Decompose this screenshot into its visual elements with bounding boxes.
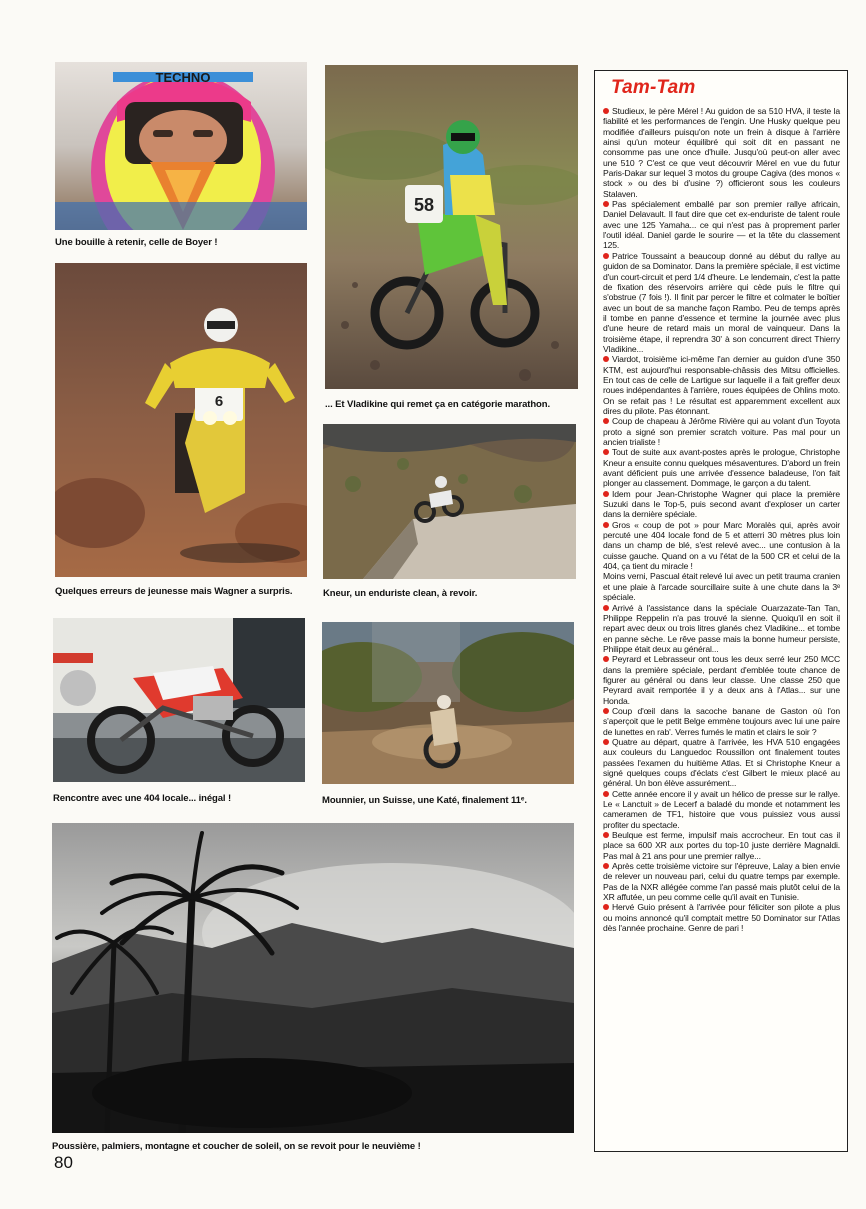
tam-tam-item [603,830,840,861]
tam-tam-item [603,603,840,655]
tam-tam-sidebar [594,70,848,1152]
helmet-brand-text: TECHNO [155,70,211,85]
bullet-icon [603,832,609,838]
photo-boyer-helmet [55,62,307,230]
bullet-icon [603,791,609,797]
caption-wagner: Quelques erreurs de jeunesse mais Wagner a surpris. [55,586,293,597]
tam-tam-item-text: Hervé Guio présent à l'arrivée pour féliciter son pilote a plus ou moins annoncé qu'il comptait mettre 50 Dominator sur l'Atlas dès l'année prochaine. Genre de pari ! [603,902,840,934]
sidebar-items [603,106,840,934]
bullet-icon [603,108,609,114]
tam-tam-item-text: Pas spécialement emballé par son premier rallye africain, Daniel Delavault. Il faut dire que cet ex-enduriste de talent roule avec une 125 Yamaha... ce qui n'est pas à proprement parler l'outil idéal. Daniel garde le sourire — et la tête du classement 125. [603,199,840,251]
page-number: 80 [54,1153,73,1172]
photo-sunset-palms [52,823,574,1133]
caption-kneur: Kneur, un enduriste clean, à revoir. [323,588,478,599]
tam-tam-item-text: Peyrard et Lebrasseur ont tous les deux serré leur 250 MCC dans la première spéciale, perdant d'emblée toute chance de figurer au général ou dans leur classe. Une classe 250 que Peyrard avait remportée il y a deux ans à l'Atlas... sur une Honda. [603,654,840,706]
tam-tam-item [603,251,840,354]
tam-tam-item [603,706,840,737]
caption-vladikine: ... Et Vladikine qui remet ça en catégorie marathon. [325,399,550,410]
tam-tam-item [603,199,840,251]
tam-tam-item-text: Quatre au départ, quatre à l'arrivée, les HVA 510 engagées aux couleurs du Languedoc Roussillon ont finalement toutes passées l'examen du huitième Atlas. Et si Christophe Kneur a signé quelques coups d'éclats c'est Gilbert le mieux placé au général. Un bon élève assurément... [603,736,840,789]
bullet-icon [603,449,609,455]
caption-boyer: Une bouille à retenir, celle de Boyer ! [55,237,218,248]
tam-tam-item-text: Studieux, le père Mérel ! Au guidon de sa 510 HVA, il teste la fiabilité et les performances de l'engin. Une Husky quelque peu modifiée d'ailleurs puisqu'on note un frein à disque à l'arrière ainsi qu'un moteur équilibré qui soit dit en passant ne consomme pas une once d'huile. Jusqu'où peut-on aller avec une 510 ? C'est ce que veut découvrir Mérel en vue du futur Paris-Dakar sur lequel 3 motos du groupe Cagiva (des monos « stock » ou des bi d'usine ?) officieront sous les couleurs Stalaven. [603,106,840,199]
tam-tam-item [603,789,840,830]
tam-tam-item [603,520,840,603]
bullet-icon [603,201,609,207]
tam-tam-item-text: Patrice Toussaint a beaucoup donné au début du rallye au guidon de sa Dominator. Dans la première spéciale, il est victime d'un court-circuit et perd 1/4 d'heure. Le lendemain, c'est la patte de fixation des réservoirs arrière qui cède puis le filtre qui s'obstrue (7 fois !). Il finit par percer le filtre et colmater le boîtier avec un bout de sa manche façon Rambo. Peu de temps après il tombe en panne d'essence et termine la journée avec plus d'une heure de retard mais un moral de vainqueur. Dans la troisième étape, il reprendra 30' à son concurrent direct Thierry Vladikine... [603,250,840,354]
bike-number-58: 58 [413,195,435,215]
photo-mounnier [322,622,574,784]
tam-tam-item [603,902,840,933]
tam-tam-item-text: Coup d'œil dans la sacoche banane de Gaston où l'on s'aperçoit que le petit Belge emmène toujours avec lui une paire de lunettes en rab'. Verres fumés le matin et clairs le soir ? [603,705,840,737]
bullet-icon [603,863,609,869]
tam-tam-item-text: Après cette troisième victoire sur l'épreuve, Lalay a bien envie de relever un nouveau pari, celui du quatre temps par exemple. Pas de la NXR allégée comme l'an passé mais plutôt celui de la XR affutée, un peu comme celle qu'il avait en Tunisie. [603,861,840,903]
tam-tam-item [603,447,840,488]
tam-tam-item-text: Coup de chapeau à Jérôme Rivière qui au volant d'un Toyota proto a signé son premier scratch voiture. Pas mal pour un ancien trialiste ! [603,416,840,447]
bullet-icon [603,605,609,611]
tam-tam-item-text: Cette année encore il y avait un hélico de presse sur le rallye. Le « Lanctuit » de Lecerf a baladé du monde et notamment les cameramen de TF1, histoire que vous puissiez vous aussi profiter du spectacle. [603,788,840,830]
photo-wagner [55,263,307,577]
caption-rencontre: Rencontre avec une 404 locale... inégal ! [53,793,232,804]
tam-tam-item [603,861,840,902]
bullet-icon [603,656,609,662]
tam-tam-item-text: Viardot, troisième ici-même l'an dernier au guidon d'une 350 KTM, est aujourd'hui responsable-châssis des Mitsu officielles. En tout cas de celle de Lartigue sur laquelle il a fait greffer deux roues indépendantes à l'arrière, roues équipées de Ohlins moto. On se refait pas ! Le résultat est apparemment excellent aux dires du pilote. Pas étonnant. [603,354,840,416]
caption-mounnier: Mounnier, un Suisse, une Katé, finalement 11ᵉ. [322,795,527,806]
bullet-icon [603,418,609,424]
tam-tam-item-text: Gros « coup de pot » pour Marc Moralès qui, après avoir percuté une 404 locale fond de 5 et atterri 30 mètres plus loin dans un champ de blé, s'est relevé avec... une contusion à la cuisse gauche. Quand on a vu l'état de la 500 CR et celui de la 404, ça tient du miracle ! Moins verni, Pascual était relevé lui avec un petit trauma cranien et une plaie à l'arcade sourcillaire suite à une chute dans la 3ᵉ spéciale. [603,519,840,603]
bullet-icon [603,253,609,259]
tam-tam-item-text: Arrivé à l'assistance dans la spéciale Ouarzazate-Tan Tan, Philippe Reppelin n'a pas trouvé la sienne. Quoiqu'il en soit il repart avec deux ou trois litres glanés chez Vladikine... et tombe en panne sèche. Le rêve passe mais la bonne humeur persiste, Philippe était deux au général... [603,602,840,654]
tam-tam-item [603,489,840,520]
photo-kneur [323,424,576,579]
tam-tam-item-text: Beulque est ferme, impulsif mais accrocheur. En tout cas il place sa 600 XR aux portes du top-10 juste derrière Magnaldi. Pas mal à 21 ans pour une premier rallye... [603,830,840,861]
tam-tam-item [603,416,840,447]
photo-rencontre-404 [53,618,305,782]
caption-sunset: Poussière, palmiers, montagne et coucher de soleil, on se revoit pour le neuvième ! [52,1141,421,1152]
bullet-icon [603,356,609,362]
tam-tam-item [603,354,840,416]
tam-tam-item-text: Tout de suite aux avant-postes après le prologue, Christophe Kneur a ensuite connu quelques mésaventures. D'abord un frein avant déficient puis une arrivée d'essence baladeuse, l'on fait plonger au classement. Dommage, le garçon a du talent. [603,447,840,489]
bullet-icon [603,522,609,528]
tam-tam-item [603,106,840,199]
tam-tam-item-text: Idem pour Jean-Christophe Wagner qui place la première Suzuki dans le Top-5, puis second avant d'exploser un carter dans la dernière spéciale. [603,488,840,520]
bullet-icon [603,491,609,497]
sidebar-title: Tam-Tam [611,77,696,98]
bullet-icon [603,739,609,745]
tam-tam-item [603,737,840,789]
bullet-icon [603,708,609,714]
bike-number-6: 6 [214,393,224,410]
bullet-icon [603,904,609,910]
tam-tam-item [603,654,840,706]
photo-vladikine [325,65,578,389]
